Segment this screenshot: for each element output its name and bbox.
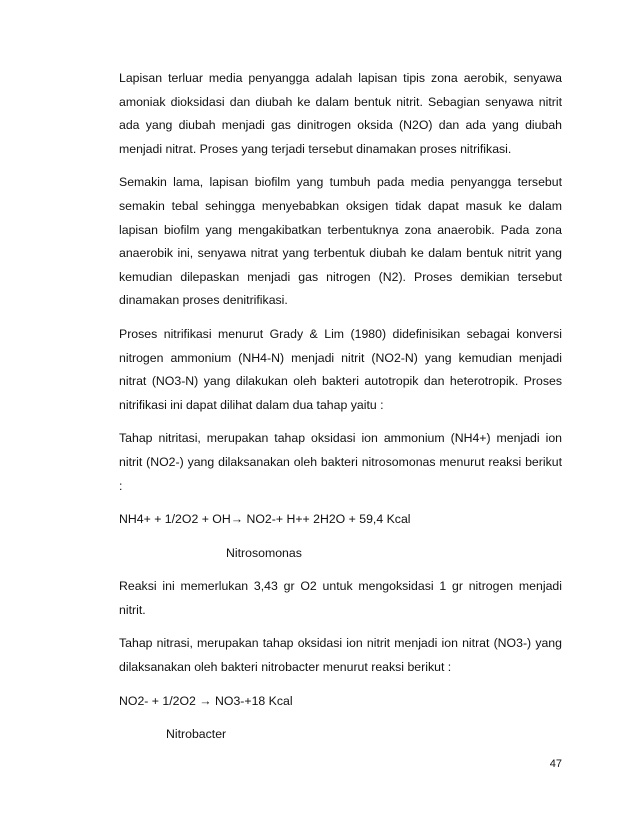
- page-body: [119, 67, 562, 757]
- reaction-equation-nitritation: NH4+ + 1/2O2 + OH→ NO2-+ H++ 2H2O + 59,4 Kcal: [119, 512, 411, 527]
- paragraph-nitritation-step: Tahap nitritasi, merupakan tahap oksidasi ion ammonium (NH4+) menjadi ion nitrit (NO2-) yang dilaksanakan oleh bakteri nitrosomonas menurut reaksi berikut :: [119, 431, 562, 493]
- reaction-organism-nitrosomonas: Nitrosomonas: [226, 545, 302, 560]
- page-number: 47: [549, 758, 562, 770]
- reaction-organism-nitrobacter: Nitrobacter: [166, 727, 227, 742]
- paragraph-nitration-step: Tahap nitrasi, merupakan tahap oksidasi ion nitrit menjadi ion nitrat (NO3-) yang dilaksanakan oleh bakteri nitrobacter menurut reaksi berikut :: [119, 636, 562, 675]
- reaction-equation-nitration: NO2- + 1/2O2 → NO3-+18 Kcal: [119, 693, 293, 708]
- paragraph-nitrification-definition: Proses nitrifikasi menurut Grady & Lim (1980) didefinisikan sebagai konversi nitrogen ammonium (NH4-N) menjadi nitrit (NO2-N) yang kemudian menjadi nitrat (NO3-N) yang dilakukan oleh bakteri autotropik dan heterotropik. Proses nitrifikasi ini dapat dilihat dalam dua tahap yaitu :: [119, 326, 562, 412]
- paragraph-nitrification-intro: Lapisan terluar media penyangga adalah lapisan tipis zona aerobik, senyawa amoniak dioksidasi dan diubah ke dalam bentuk nitrit. Sebagian senyawa nitrit ada yang diubah menjadi gas dinitrogen oksida (N2O) dan ada yang diubah menjadi nitrat. Proses yang terjadi tersebut dinamakan proses nitrifikasi.: [119, 71, 562, 156]
- paragraph-denitrification: Semakin lama, lapisan biofilm yang tumbuh pada media penyangga tersebut semakin tebal sehingga menyebabkan oksigen tidak dapat masuk ke dalam lapisan biofilm yang mengakibatkan terbentuknya zona anaerobik. Pada zona anaerobik ini, senyawa nitrat yang terbentuk diubah ke dalam bentuk nitrit yang kemudian dilepaskan menjadi gas nitrogen (N2). Proses demikian tersebut dinamakan proses denitrifikasi.: [119, 175, 562, 308]
- paragraph-oxygen-requirement: Reaksi ini memerlukan 3,43 gr O2 untuk mengoksidasi 1 gr nitrogen menjadi nitrit.: [119, 579, 562, 617]
